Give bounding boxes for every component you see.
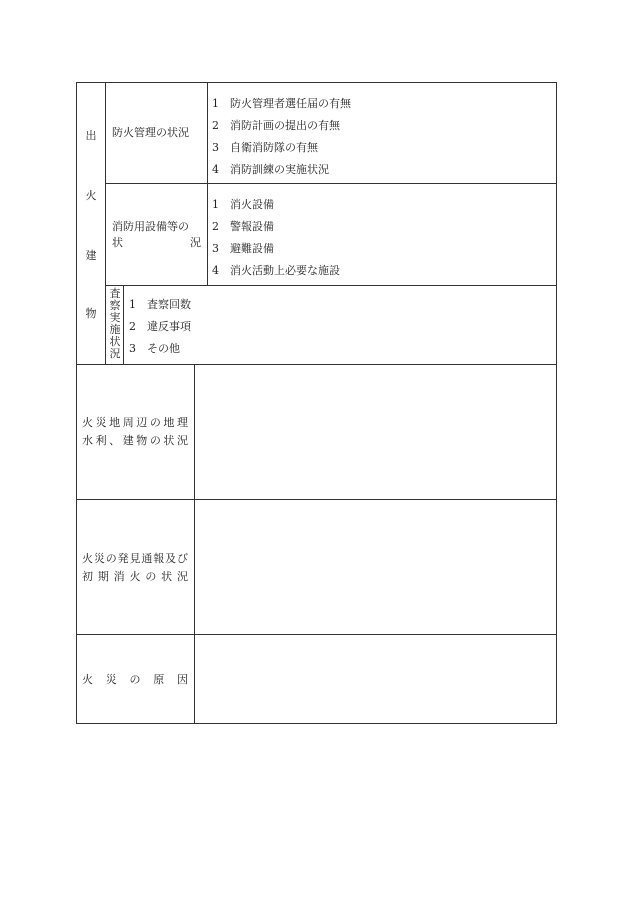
surroundings-field[interactable]	[195, 365, 556, 499]
equipment-bottom-line	[105, 285, 557, 286]
building-label-char-1: 出	[85, 129, 97, 142]
cause-field[interactable]	[195, 635, 556, 723]
table-left-border	[76, 82, 77, 724]
surroundings-label-line2: 水利、建物の状況	[82, 434, 188, 447]
equipment-item-4: 4 消火活動上必要な施設	[212, 264, 340, 277]
inspection-item-2: 2 違反事項	[129, 320, 191, 333]
inspection-item-3: 3 その他	[129, 342, 180, 355]
discovery-field[interactable]	[195, 500, 556, 634]
inspection-label-char-1: 査	[109, 287, 121, 300]
table-top-border	[76, 82, 557, 83]
surroundings-label-line1: 火災地周辺の地理	[82, 416, 188, 429]
equipment-label-line2-a: 状	[112, 236, 123, 249]
discovery-label-line2: 初期消火の状況	[82, 570, 188, 583]
inspection-label-char-3: 実	[109, 311, 121, 324]
equipment-label-line2-b: 況	[190, 236, 201, 249]
inspection-label-char-5: 状	[109, 335, 121, 348]
inspection-item-1: 1 査察回数	[129, 298, 191, 311]
table-bottom-border	[76, 723, 557, 724]
building-label-char-4: 物	[85, 307, 97, 320]
cause-label: 火 災 の 原 因	[82, 673, 188, 686]
building-label-char-2: 火	[85, 189, 97, 202]
discovery-label-line1: 火災の発見通報及び	[82, 552, 188, 565]
equipment-label-line1: 消防用設備等の	[112, 220, 189, 233]
inspection-label-char-6: 況	[109, 347, 121, 360]
inspection-label-char-2: 察	[109, 299, 121, 312]
building-label-char-3: 建	[85, 249, 97, 262]
fire-mgmt-item-2: 2 消防計画の提出の有無	[212, 119, 340, 132]
building-label-divider	[105, 82, 106, 364]
fire-mgmt-item-1: 1 防火管理者選任届の有無	[212, 97, 351, 110]
equipment-item-1: 1 消火設備	[212, 198, 274, 211]
fire-mgmt-bottom-line	[105, 183, 557, 184]
inspection-label-divider	[123, 285, 124, 364]
equipment-item-3: 3 避難設備	[212, 242, 274, 255]
equipment-item-2: 2 警報設備	[212, 220, 274, 233]
inspection-label-char-4: 施	[109, 323, 121, 336]
table-right-border	[556, 82, 557, 724]
fire-mgmt-item-4: 4 消防訓練の実施状況	[212, 163, 329, 176]
fire-management-label: 防火管理の状況	[112, 126, 189, 139]
fire-mgmt-item-3: 3 自衛消防隊の有無	[212, 141, 318, 154]
